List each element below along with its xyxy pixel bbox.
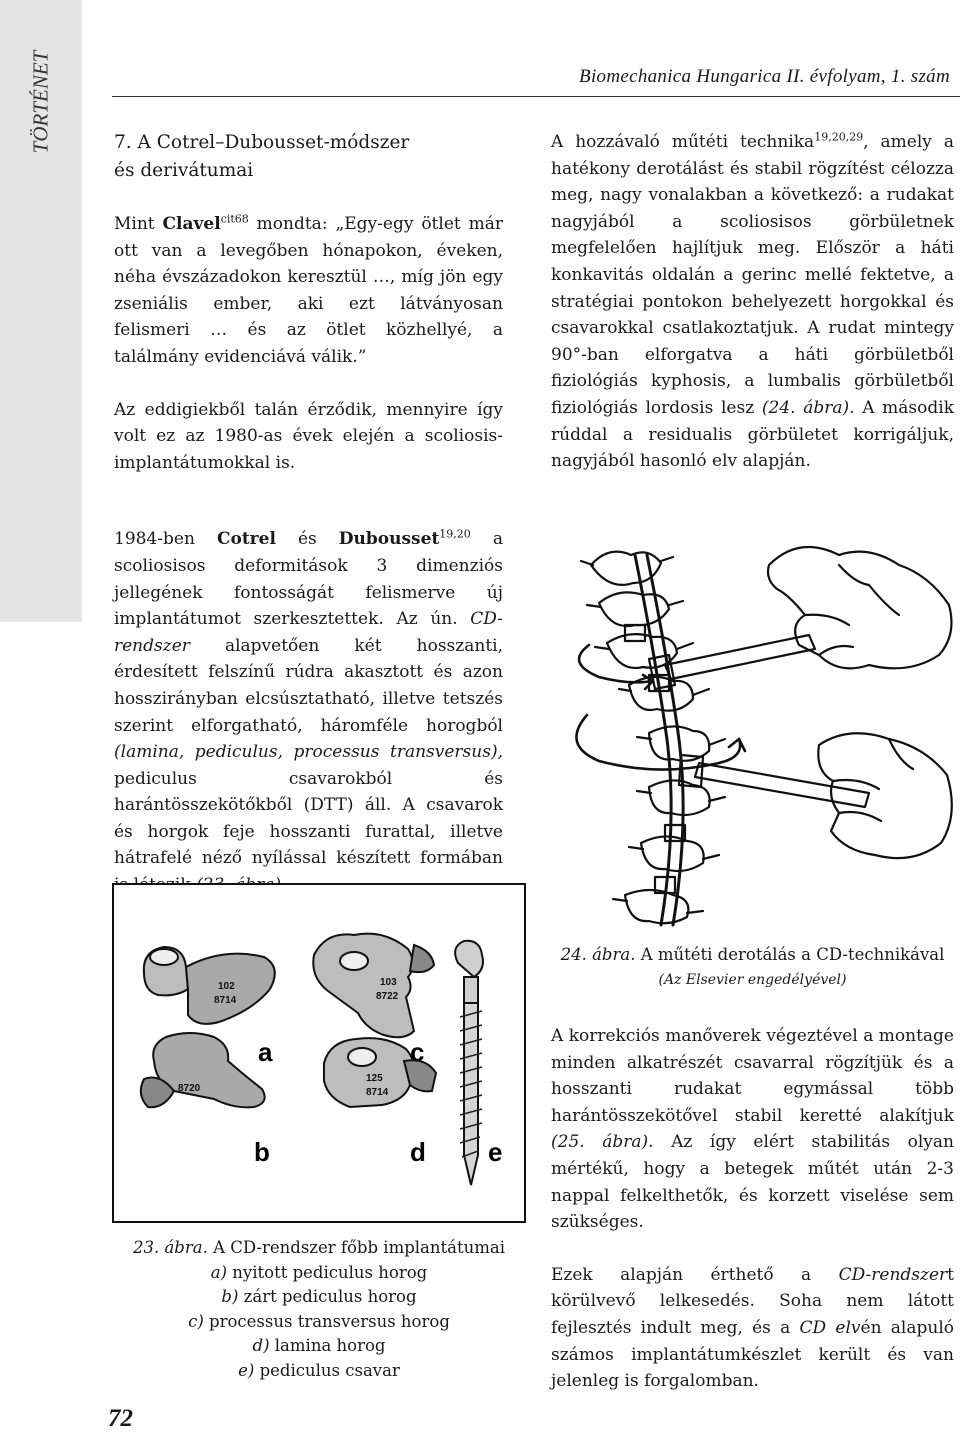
label-e: e (488, 1137, 503, 1167)
figure23-item-c: c) processus transversus horog (188, 1311, 450, 1331)
figure24-credit: (Az Elsevier engedélyével) (658, 971, 847, 988)
figure23-item-b: b) zárt pediculus horog (221, 1287, 417, 1306)
paragraph-clavel: Mint Clavel$^{cit68}$ mondta: „Egy-egy ötlet már ott van a levegőben hónapokon, éveken, néha évszázadokon keresztül …, míg jön egy zseniális ember, aki ezt látványosan felismeri … és az ötlet közhellyé, a találmány evidenciává válik.” (114, 212, 503, 367)
paragraph-enthusiasm: Ezek alapján érthető a CD-rendszert körülvevő lelkesedés. Soha nem látott fejlesztés indult meg, és a CD elvén alapuló számos implantátumkészlet került és van jelenleg is forgalomban. (551, 1264, 954, 1392)
label-d: d (410, 1137, 426, 1167)
label-b: b (254, 1137, 270, 1167)
section-title: 7. A Cotrel–Dubousset-módszer és derivátumai (114, 132, 410, 181)
figure23-title: 23. ábra. A CD-rendszer főbb implantátumai (132, 1238, 506, 1257)
figure24-caption: 24. ábra. A műtéti derotálás a CD-technikával (Az Elsevier engedélyével) (551, 943, 954, 992)
stamp-a-2: 8714 (214, 995, 237, 1006)
stamp-d-1: 125 (366, 1073, 383, 1084)
paragraph-cd-system: 1984-ben Cotrel és Dubousset$^{19,20}$ a scoliosisos deformitások 3 dimenziós jellegének fontosságát felismerve új implantátumot szerkesztettek. Az ún. CD-rendszer alapvetően két hosszanti, érdesített felszínű rúdra akasztott és azon hosszirányban elcsúsztatható, illetve tetszés szerint elforgatható, háromféle horogból (lamina, pediculus, processus transversus), pediculus csavarokból és harántösszekötőkből (DTT) áll. A csavarok és horgok feje hosszanti furattal, illetve hátrafelé néző nyílással készített formában (114, 527, 503, 869)
figure23-item-a: a) nyitott pediculus horog (210, 1262, 428, 1282)
right-column-top (551, 129, 954, 475)
page-number: 72 (108, 1405, 133, 1432)
left-column (114, 129, 503, 899)
section-sidebar (0, 0, 82, 622)
stamp-a-1: 102 (218, 981, 235, 992)
right-column-bottom (551, 1023, 954, 1395)
implants-drawing (114, 885, 524, 1221)
paragraph-corrections: A korrekciós manőverek végeztével a montage minden alkatrészét csavarral rögzítjük és a hosszanti rudakat egymással több harántösszekötővel stabil keretté alakítjuk (25. ábra). Az így elért stabilitás olyan mértékű, hogy a betegek műtét után 2-3 nappal felkelthetők, és korzett viselése sem szükséges. (551, 1026, 954, 1233)
stamp-b: 8720 (178, 1083, 201, 1094)
derotation-illustration (569, 525, 959, 935)
journal-header: Biomechanica Hungarica II. évfolyam, 1. szám (579, 66, 950, 87)
figure23-item-d: d) lamina horog (252, 1336, 386, 1355)
figure23-item-e: e) pediculus csavar (238, 1360, 400, 1380)
header-rule (112, 96, 960, 97)
paragraph-1980s: Az eddigiekből talán érződik, mennyire így volt ez az 1980-as évek elején a scoliosis-implantátumokkal is. (114, 399, 503, 473)
section-label: TÖRTÉNET (28, 50, 53, 154)
implants-photo (112, 883, 526, 1223)
label-c: c (410, 1037, 425, 1067)
figure23-caption (112, 1236, 526, 1383)
label-a: a (258, 1037, 273, 1067)
stamp-c-2: 8722 (376, 991, 399, 1002)
stamp-c-1: 103 (380, 977, 397, 988)
stamp-d-2: 8714 (366, 1087, 389, 1098)
paragraph-technique: A hozzávaló műtéti technika$^{19,20,29}$, amely a hatékony derotálást és stabil rögzítést célozza meg, nagy vonalakban a következő: a rudakat nagyjából a scoliosisos görbületnek megfelelően hajlítjuk meg. Először a háti konkavitás oldalán a gerinc mellé fektetve, a stratégiai pontokon behelyezett horgokkal és csavarokkal csatlakoztatjuk. A rudat mintegy 90°-ban elforgatva a háti görbületből fiziológiás kyphosis, a lumbalis görbületből fiziológiás lordosis lesz (24. ábra). A második rúddal a residualis görbületet korrigáljuk, nagyjából hasonló elv alapján. (551, 130, 955, 472)
